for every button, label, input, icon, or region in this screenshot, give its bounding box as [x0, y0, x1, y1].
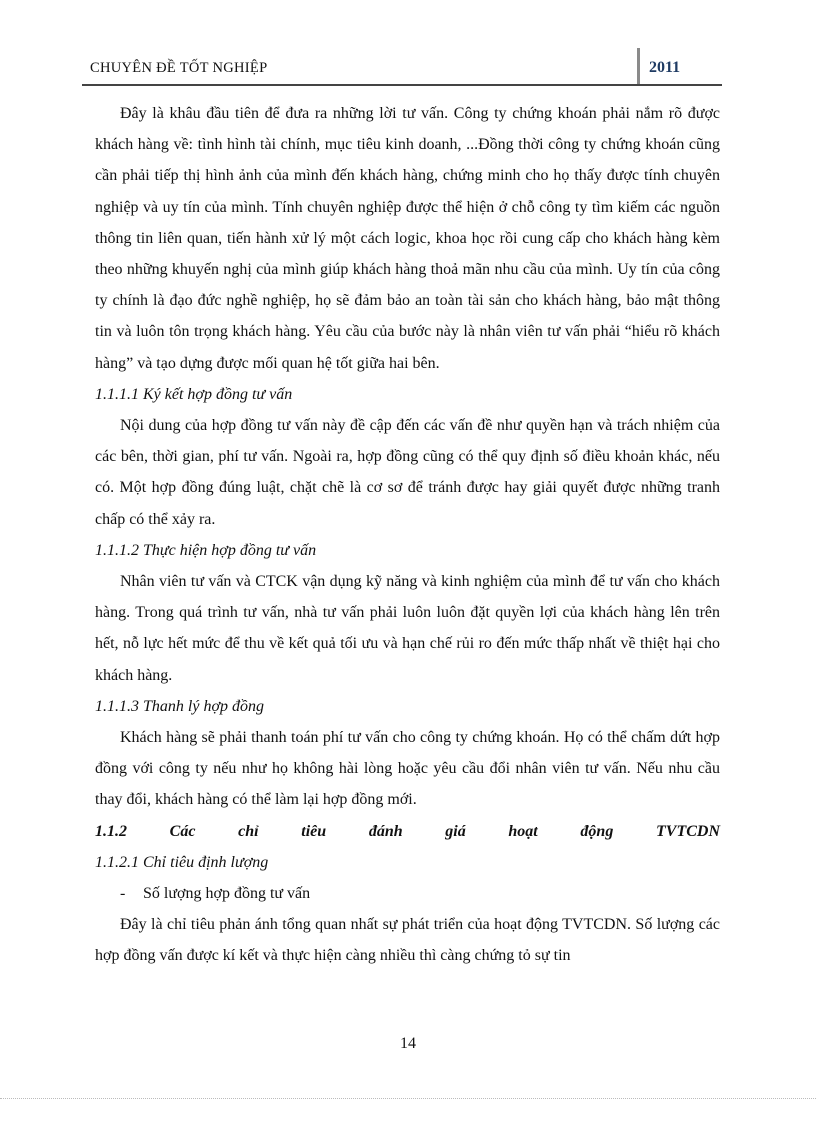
heading-sign-contract: 1.1.1.1 Ký kết hợp đồng tư vấn: [95, 385, 293, 403]
paragraph-advice-intro: Đây là khâu đầu tiên để đưa ra những lời tư vấn. Công ty chứng khoán phải nắm rõ được khách hàng về: tình hình tài chính, mục tiêu kinh doanh, ...Đồng thời công ty chứng khoán cũng cần phải tiếp thị hình ảnh của mình đến khách hàng, chứng minh cho họ thấy được tính chuyên nghiệp và uy tín của mình. Tính chuyên nghiệp được thể hiện ở chỗ công ty tìm kiếm các nguồn thông tin liên quan, tiến hành xử lý một cách logic, khoa học rồi cung cấp cho khách hàng kèm theo những khuyến nghị của mình giúp khách hàng thoả mãn nhu cầu của mình. Uy tín của công ty chính là đạo đức nghề nghiệp, họ sẽ đảm bảo an toàn tài sản cho khách hàng, bảo mật thông tin và luôn tôn trọng khách hàng. Yêu cầu của bước này là nhân viên tư vấn phải “hiểu rõ khách hàng” và tạo dựng được mối quan hệ tốt giữa hai bên.: [95, 105, 720, 372]
page-number: 14: [400, 1035, 416, 1052]
bullet-text: Số lượng hợp đồng tư vấn: [143, 885, 311, 903]
heading-evaluation-criteria: 1.1.2 Các chỉ tiêu đánh giá hoạt động TVTCDN: [95, 822, 720, 840]
header-rule: [82, 84, 722, 86]
document-body: [95, 98, 720, 972]
heading-quantitative-criteria: 1.1.2.1 Chỉ tiêu định lượng: [95, 853, 269, 871]
paragraph-contract-content: Nội dung của hợp đồng tư vấn này đề cập đến các vấn đề như quyền hạn và trách nhiệm của các bên, thời gian, phí tư vấn. Ngoài ra, hợp đồng cũng có thể quy định số điều khoản khác, nếu có. Một hợp đồng đúng luật, chặt chẽ là cơ sơ để tránh được hay giải quyết được những tranh chấp có thể xảy ra.: [95, 417, 720, 528]
heading-perform-contract: 1.1.1.2 Thực hiện hợp đồng tư vấn: [95, 541, 317, 559]
heading-liquidate-contract: 1.1.1.3 Thanh lý hợp đồng: [95, 697, 264, 715]
header-divider: [637, 48, 640, 84]
paragraph-contract-count: Đây là chỉ tiêu phản ánh tổng quan nhất sự phát triển của hoạt động TVTCDN. Số lượng các hợp đồng vấn được kí kết và thực hiện càng nhiều thì càng chứng tỏ sự tin: [95, 916, 720, 965]
bullet-dash: -: [120, 885, 126, 903]
bullet-item: [95, 878, 720, 909]
page-bottom-border: [0, 1098, 816, 1099]
header-title: CHUYÊN ĐỀ TỐT NGHIỆP: [90, 60, 268, 76]
page-header: [82, 48, 722, 86]
header-year: 2011: [649, 59, 681, 76]
paragraph-liquidate-contract: Khách hàng sẽ phải thanh toán phí tư vấn cho công ty chứng khoán. Họ có thể chấm dứt hợp đồng với công ty nếu như họ không hài lòng hoặc yêu cầu đổi nhân viên tư vấn. Nếu nhu cầu thay đổi, khách hàng có thể làm lại hợp đồng mới.: [95, 729, 720, 809]
paragraph-perform-contract: Nhân viên tư vấn và CTCK vận dụng kỹ năng và kinh nghiệm của mình để tư vấn cho khách hàng. Trong quá trình tư vấn, nhà tư vấn phải luôn luôn đặt quyền lợi của khách hàng lên trên hết, nỗ lực hết mức để thu về kết quả tối ưu và hạn chế rủi ro đến mức thấp nhất về thiệt hại cho khách hàng.: [95, 573, 720, 684]
